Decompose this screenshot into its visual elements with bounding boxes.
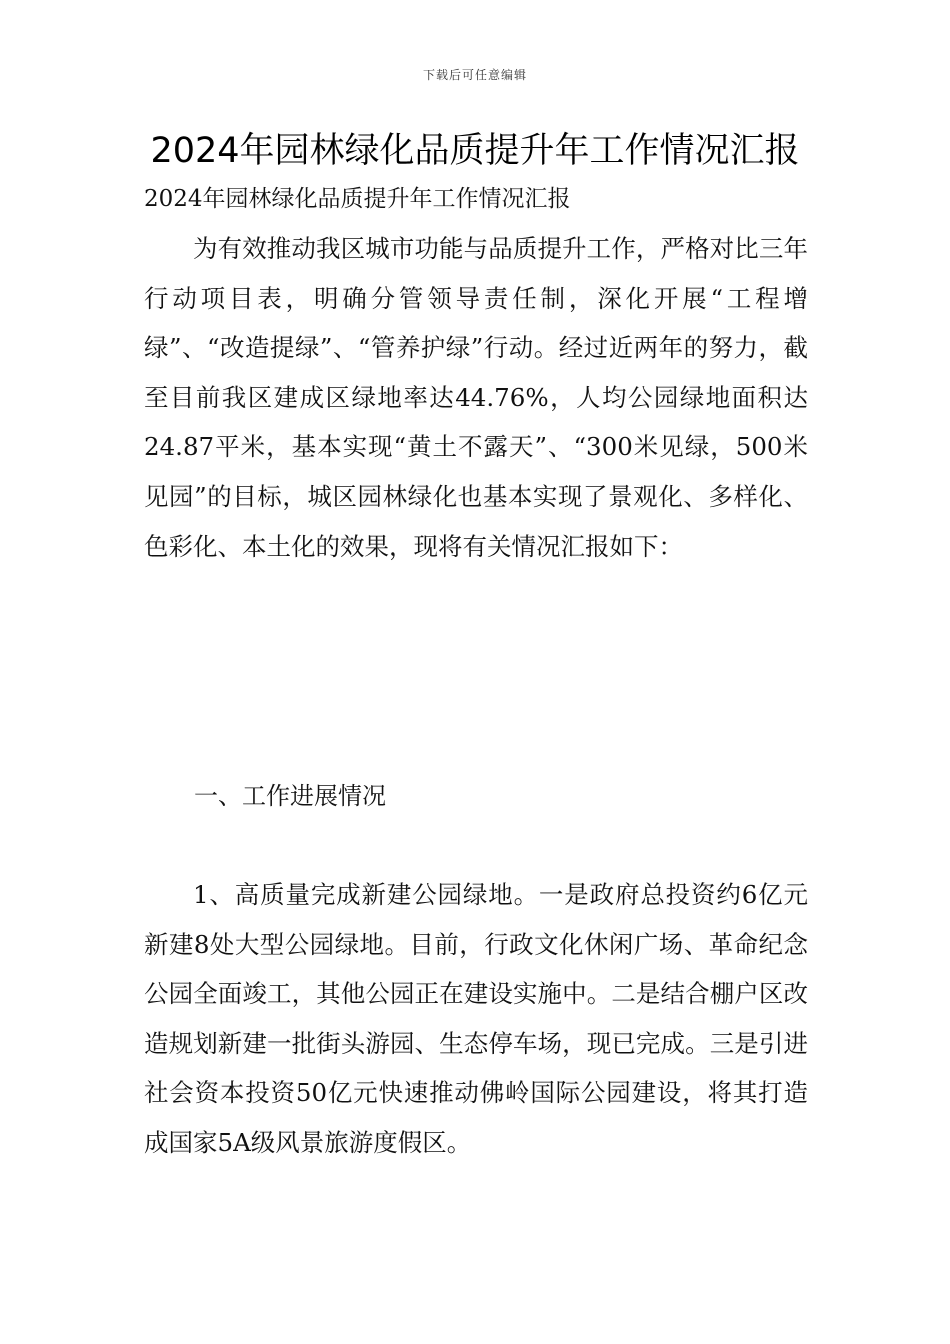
document-subtitle: 2024年园林绿化品质提升年工作情况汇报 bbox=[144, 186, 571, 212]
item-1-paragraph: 1、高质量完成新建公园绿地。一是政府总投资约6亿元新建8处大型公园绿地。目前，行政文化休闲广场、革命纪念公园全面竣工，其他公园正在建设实施中。二是结合棚户区改造规划新建一批街头游园、生态停车场，现已完成。三是引进社会资本投资50亿元快速推动佛岭国际公园建设，将其打造成国家5A级风景旅游度假区。 bbox=[144, 880, 808, 1157]
section-heading: 一、工作进展情况 bbox=[194, 782, 386, 810]
intro-paragraph: 为有效推动我区城市功能与品质提升工作，严格对比三年行动项目表，明确分管领导责任制，深化开展“工程增绿”、“改造提绿”、“管养护绿”行动。经过近两年的努力，截至目前我区建成区绿地率达44.76%，人均公园绿地面积达24.87平米，基本实现“黄土不露天”、“300米见绿，500米见园”的目标，城区园林绿化也基本实现了景观化、多样化、色彩化、本土化的效果，现将有关情况汇报如下： bbox=[144, 234, 808, 561]
header-note: 下载后可任意编辑 bbox=[422, 68, 527, 82]
document-title: 2024年园林绿化品质提升年工作情况汇报 bbox=[150, 131, 800, 171]
